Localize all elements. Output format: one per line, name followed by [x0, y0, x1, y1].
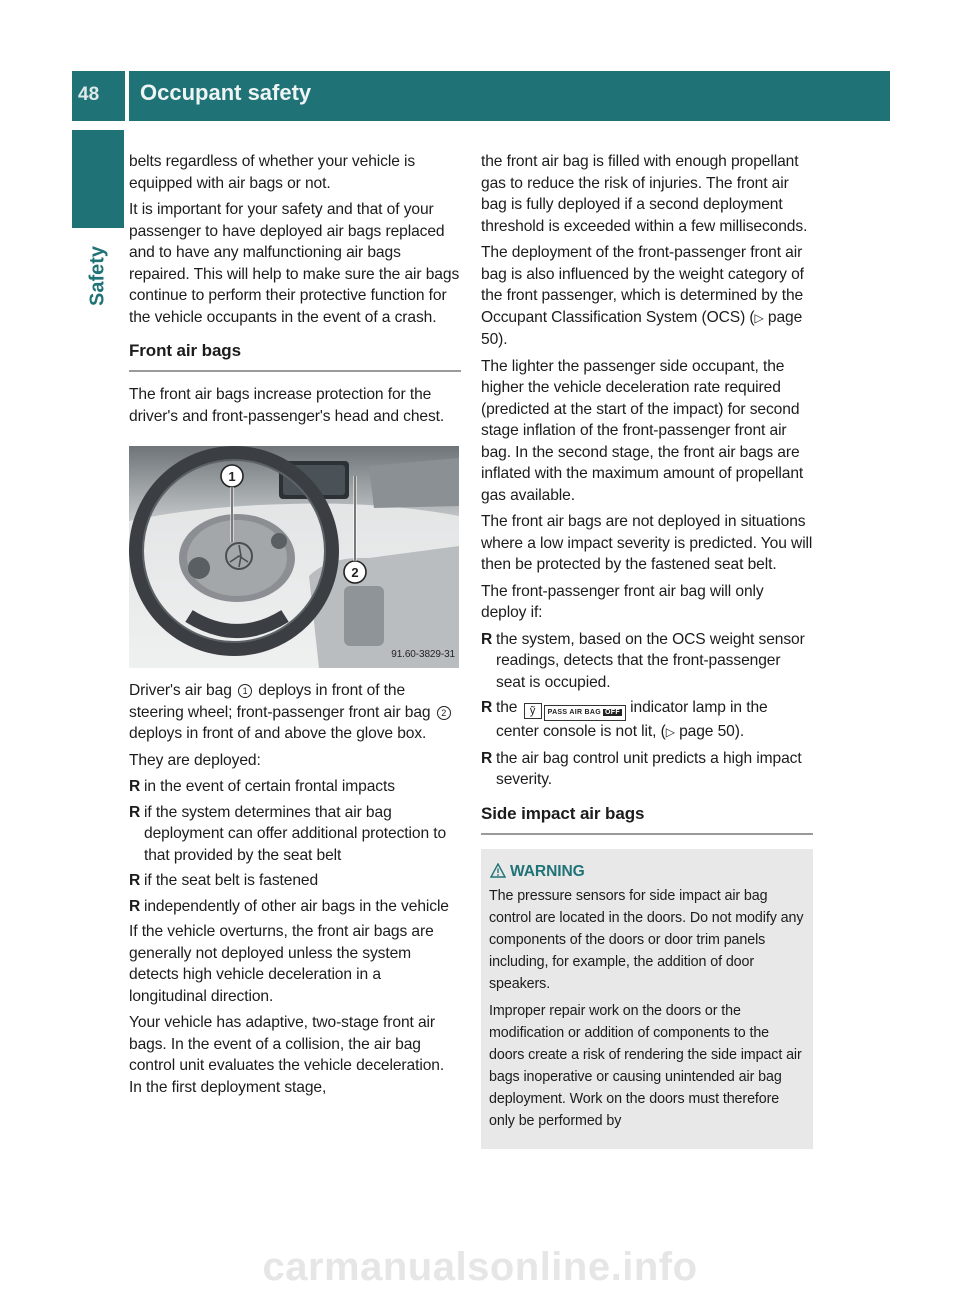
left-column [129, 151, 461, 1103]
chapter-label: Safety [86, 245, 109, 307]
paragraph: belts regardless of whether your vehicle is equipped with air bags or not. [129, 153, 416, 192]
list-item: R the air bag control unit predicts a high impact severity. [481, 749, 802, 788]
paragraph: The deployment of the front-passenger front air bag is also influenced by the weight category of the front passenger, which is determined by the Occupant Classification System (OCS) (▷ page 50). [481, 244, 804, 348]
callout-ref-2: 2 [437, 706, 451, 720]
list-item: R if the seat belt is fastened [129, 872, 319, 889]
list-item: R in the event of certain frontal impacts [129, 778, 395, 795]
paragraph: the front air bag is filled with enough propellant gas to reduce the risk of injuries. The front air bag is fully deployed if a second deployment threshold is exceeded within a few milliseconds. [481, 153, 808, 235]
list-item: R if the system determines that air bag deployment can offer additional protection to that provided by the seat belt [129, 803, 447, 864]
heading-front-air-bags: Front air bags [129, 340, 461, 372]
paragraph: It is important for your safety and that of your passenger to have deployed air bags replaced and to have any malfunctioning air bags repaired. This will help to make sure the air bags continue to perform their protective function for the vehicle occupants in the event of a crash. [129, 201, 460, 326]
callout-2: 2 [351, 565, 359, 580]
callout-ref-1: 1 [238, 684, 252, 698]
paragraph: The lighter the passenger side occupant, the higher the vehicle deceleration rate required (predicted at the start of the impact) for second stage inflation of the front-passenger front air bag. In the second stage, the front air bags are inflated with the maximum amount of propellant gas available. [481, 357, 804, 504]
list-item: R independently of other air bags in the vehicle [129, 897, 449, 915]
page-ref-icon: ▷ [665, 725, 675, 739]
dashboard-illustration [129, 446, 459, 668]
warning-triangle-icon [490, 863, 506, 878]
warning-heading: WARNING [489, 861, 807, 883]
paragraph: The front air bags are not deployed in situations where a low impact severity is predicted. You will then be protected by the fastened seat belt. [481, 513, 813, 573]
heading-side-impact-air-bags: Side impact air bags [481, 803, 813, 835]
warning-text: The pressure sensors for side impact air bag control are located in the doors. Do not modify any components of the doors or door trim panels including, for example, the addition of door speakers. [489, 887, 804, 992]
warning-text: Improper repair work on the doors or the modification or addition of components to the doors create a risk of rendering the side impact air bags inoperative or causing unintended air bag deployment. Work on the doors must therefore only be performed by [489, 1002, 802, 1129]
section-title: Occupant safety [140, 80, 312, 105]
callout-1: 1 [228, 469, 236, 484]
airbag-off-icon: ỹ [524, 703, 542, 719]
paragraph: If the vehicle overturns, the front air bags are generally not deployed unless the system detects high vehicle deceleration in a longitudinal direction. [129, 923, 434, 1005]
list-item: R the ỹ PASS AIR BAG OFF indicator lamp in the center console is not lit, (▷ page 50). [481, 699, 768, 740]
paragraph: The front-passenger front air bag will only deploy if: [481, 582, 764, 621]
pass-air-bag-off-lamp: PASS AIR BAG OFF [544, 705, 626, 721]
list-item: R the system, based on the OCS weight sensor readings, detects that the front-passenger seat is occupied. [481, 630, 805, 691]
watermark: carmanualsonline.info [262, 1245, 698, 1289]
right-column [481, 151, 813, 1149]
steering-wheel-figure [129, 446, 459, 668]
paragraph: The front air bags increase protection for the driver's and front-passenger's head and chest. [129, 386, 445, 425]
page-ref-icon: ▷ [754, 310, 764, 325]
chapter-tab [72, 130, 124, 228]
header-separator [125, 71, 129, 121]
paragraph: Your vehicle has adaptive, two-stage front air bags. In the event of a collision, the air bag control unit evaluates the vehicle deceleration. In the first deployment stage, [129, 1014, 445, 1096]
figure-code: 91.60-3829-31 [391, 648, 455, 660]
paragraph: They are deployed: [129, 751, 261, 769]
warning-box [481, 849, 813, 1149]
figure-caption: Driver's air bag 1 deploys in front of the steering wheel; front-passenger front air bag 2 deploys in front of and above the glove box. [129, 680, 461, 745]
page-number: 48 [78, 84, 100, 105]
